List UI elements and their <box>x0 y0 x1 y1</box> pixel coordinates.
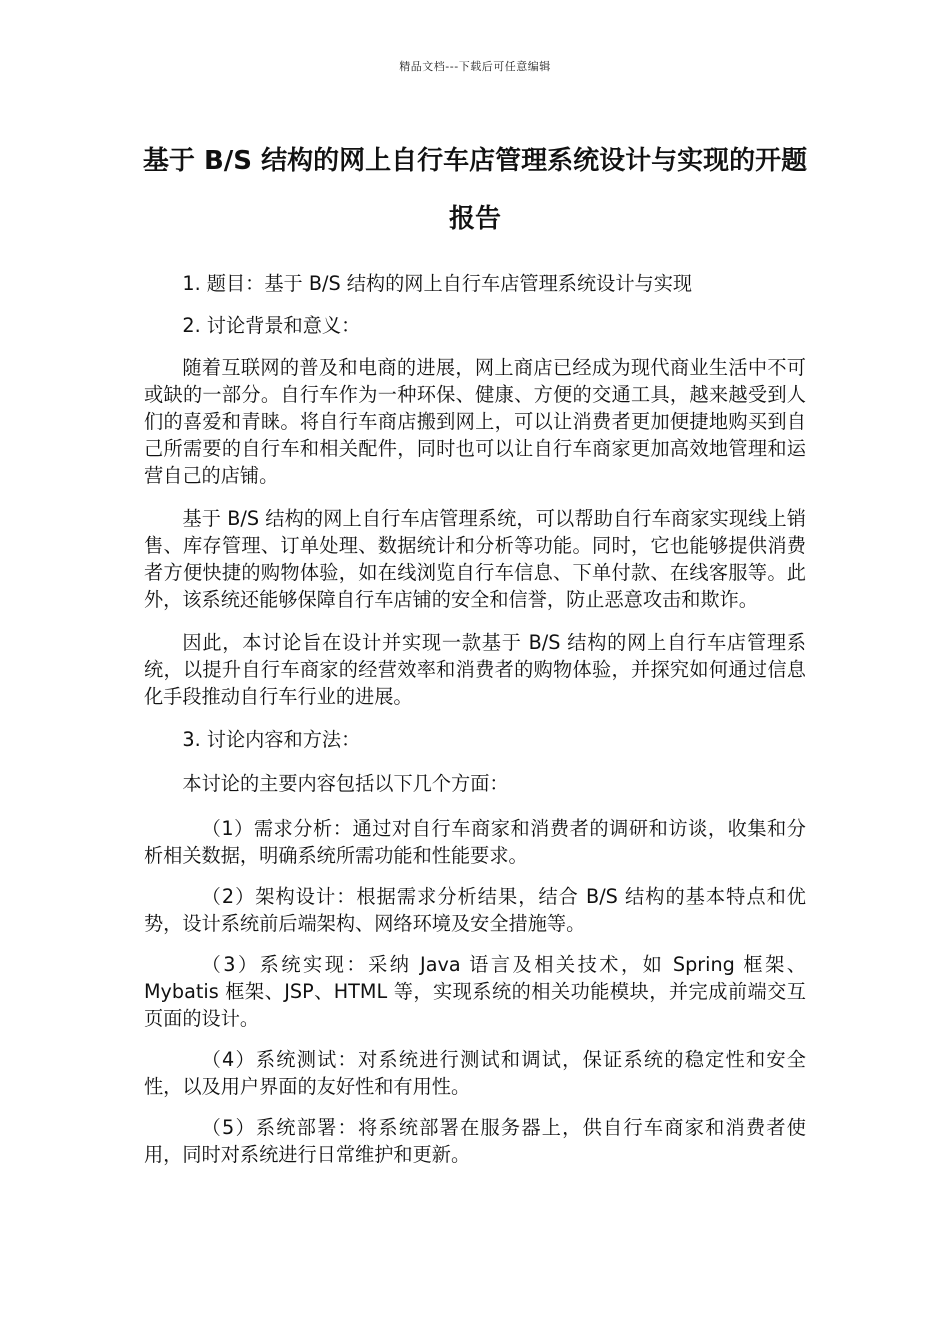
methods-item-4: （4）系统测试：对系统进行测试和调试，保证系统的稳定性和安全性，以及用户界面的友好性和有用性。 <box>144 1048 806 1098</box>
background-paragraph-1: 随着互联网的普及和电商的进展，网上商店已经成为现代商业生活中不可或缺的一部分。自行车作为一种环保、健康、方便的交通工具，越来越受到人们的喜爱和青睐。将自行车商店搬到网上，可以让消费者更加便捷地购买到自己所需要的自行车和相关配件，同时也可以让自行车商家更加高效地管理和运营自己的店铺。 <box>144 356 806 487</box>
background-paragraph-3: 因此，本讨论旨在设计并实现一款基于 B/S 结构的网上自行车店管理系统，以提升自行车商家的经营效率和消费者的购物体验，并探究如何通过信息化手段推动自行车行业的进展。 <box>144 631 806 708</box>
document-body <box>144 270 806 1168</box>
section-background-heading: 2. 讨论背景和意义： <box>182 314 361 337</box>
methods-item-2: （2）架构设计：根据需求分析结果，结合 B/S 结构的基本特点和优势，设计系统前后端架构、网络环境及安全措施等。 <box>144 885 806 935</box>
section-topic: 1. 题目：基于 B/S 结构的网上自行车店管理系统设计与实现 <box>182 272 693 295</box>
methods-item-1: （1）需求分析：通过对自行车商家和消费者的调研和访谈，收集和分析相关数据，明确系统所需功能和性能要求。 <box>144 817 806 867</box>
section-methods-heading: 3. 讨论内容和方法： <box>182 728 361 751</box>
page-header-note: 精品文档---下载后可任意编辑 <box>399 60 551 73</box>
document-title: 基于 B/S 结构的网上自行车店管理系统设计与实现的开题报告 <box>142 146 808 234</box>
methods-item-3: （3）系统实现：采纳 Java 语言及相关技术，如 Spring 框架、Mybatis 框架、JSP、HTML 等，实现系统的相关功能模块，并完成前端交互页面的设计。 <box>144 953 806 1030</box>
methods-intro: 本讨论的主要内容包括以下几个方面： <box>182 772 509 795</box>
methods-item-5: （5）系统部署：将系统部署在服务器上，供自行车商家和消费者使用，同时对系统进行日常维护和更新。 <box>144 1116 806 1166</box>
background-paragraph-2: 基于 B/S 结构的网上自行车店管理系统，可以帮助自行车商家实现线上销售、库存管理、订单处理、数据统计和分析等功能。同时，它也能够提供消费者方便快捷的购物体验，如在线浏览自行车信息、下单付款、在线客服等。此外，该系统还能够保障自行车店铺的安全和信誉，防止恶意攻击和欺诈。 <box>144 507 806 611</box>
